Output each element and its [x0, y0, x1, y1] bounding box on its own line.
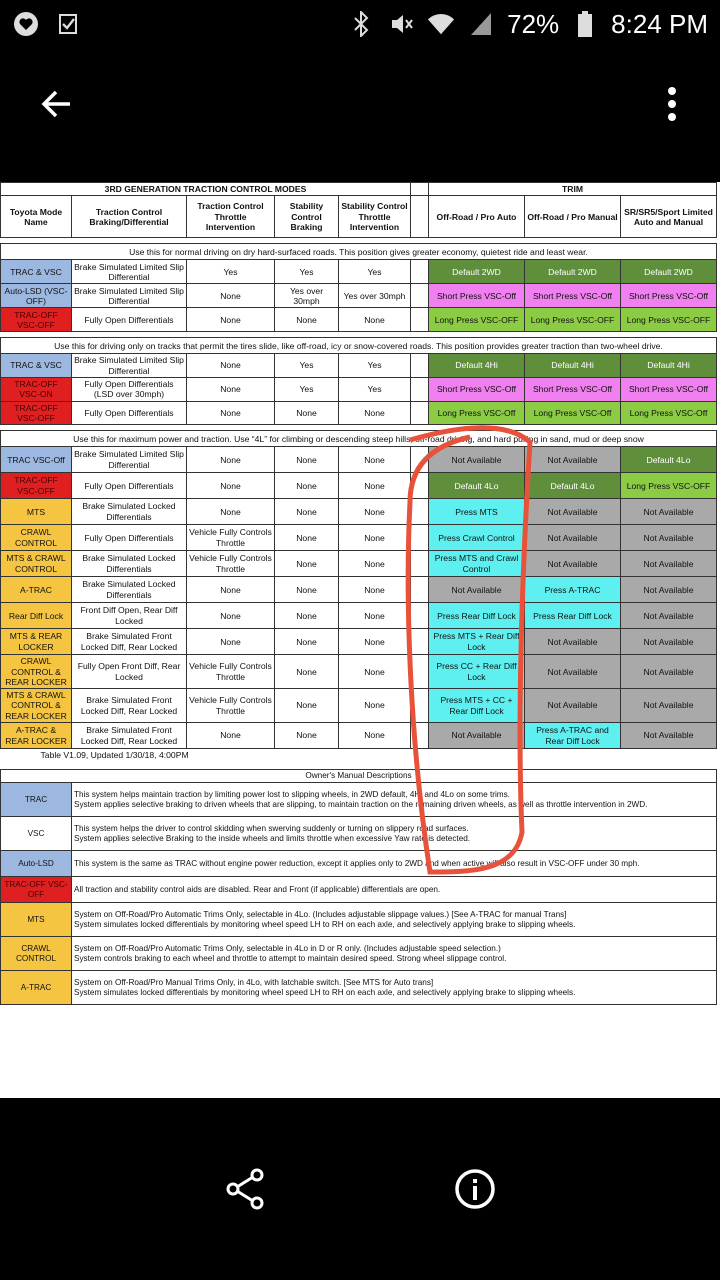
spacer-cell	[411, 577, 429, 603]
table-row	[1, 401, 717, 425]
owners-row	[1, 971, 717, 1005]
spacer-cell	[411, 499, 429, 525]
table-cell: None	[275, 655, 339, 689]
check-flag-icon	[54, 10, 82, 38]
table-cell: None	[275, 603, 339, 629]
table-cell: Press A-TRAC and Rear Diff Lock	[525, 723, 621, 749]
wifi-icon	[427, 10, 455, 38]
owners-desc-cell	[72, 783, 717, 817]
table-cell: Fully Open Differentials	[72, 473, 187, 499]
table-cell: Brake Simulated Front Locked Diff, Rear Locked	[72, 689, 187, 723]
table-cell: None	[339, 655, 411, 689]
table-cell: None	[339, 525, 411, 551]
table-row	[1, 260, 717, 284]
section-note-4lo: Use this for maximum power and traction. Use “4L” for climbing or descending steep hills, off-road driving, and hard pulling in sand, mud or deep snow	[1, 431, 717, 447]
spacer-cell	[411, 447, 429, 473]
mode-name-cell: CRAWL CONTROL	[1, 525, 72, 551]
table-cell: Not Available	[621, 689, 717, 723]
table-cell: Not Available	[525, 447, 621, 473]
table-row	[1, 577, 717, 603]
owners-desc-cell	[72, 877, 717, 903]
table-cell: None	[339, 551, 411, 577]
desc-line: This system helps maintain traction by limiting power lost to slipping wheels, in 2WD default, 4Hi and 4Lo on some trims.	[74, 789, 510, 799]
trim-header: TRIM	[429, 183, 717, 196]
table-cell: Default 4Lo	[525, 473, 621, 499]
owners-row	[1, 877, 717, 903]
col-header: SR/SR5/Sport Limited Auto and Manual	[621, 196, 717, 238]
table-row	[1, 551, 717, 577]
table-cell: None	[187, 284, 275, 308]
table-cell: Press Crawl Control	[429, 525, 525, 551]
table-cell: Not Available	[429, 577, 525, 603]
table-cell: Default 2WD	[621, 260, 717, 284]
mode-name-cell: Rear Diff Lock	[1, 603, 72, 629]
table-cell: Default 4Hi	[429, 354, 525, 378]
owners-desc-cell	[72, 851, 717, 877]
table-row	[1, 689, 717, 723]
share-icon	[223, 1167, 267, 1211]
section-note-4hi: Use this for driving only on tracks that permit the tires slide, like off-road, icy or snow-covered roads. This position provides greater traction than two-wheel drive.	[1, 338, 717, 354]
table-cell: Not Available	[525, 551, 621, 577]
table-cell: Default 2WD	[429, 260, 525, 284]
table-row	[1, 655, 717, 689]
table-cell: Press MTS + Rear Diff Lock	[429, 629, 525, 655]
table-cell: None	[339, 689, 411, 723]
table-cell: Press MTS	[429, 499, 525, 525]
table-cell: Press MTS and Crawl Control	[429, 551, 525, 577]
table-cell: Not Available	[525, 689, 621, 723]
owners-term-cell: VSC	[1, 817, 72, 851]
status-bar	[0, 0, 720, 48]
table-cell: Long Press VSC-Off	[621, 401, 717, 425]
table-row	[1, 377, 717, 401]
heart-app-icon	[12, 10, 40, 38]
table-cell: Brake Simulated Limited Slip Differential	[72, 284, 187, 308]
table-cell: Short Press VSC-Off	[525, 284, 621, 308]
owners-term-cell: CRAWL CONTROL	[1, 937, 72, 971]
table-cell: Default 4Lo	[621, 447, 717, 473]
table-cell: Not Available	[621, 551, 717, 577]
app-bar	[0, 48, 720, 160]
share-button[interactable]	[215, 1159, 275, 1219]
table-cell: None	[275, 499, 339, 525]
desc-line: This system is the same as TRAC without engine power reduction, except it applies only to 2WD and when active will also result in VSC-OFF under 30 mph.	[74, 858, 640, 868]
desc-line: System simulates locked differentials by monitoring wheel speed LH to RH on each axle, and selectively applying brake to slipping wheels.	[74, 919, 576, 929]
table-cell: Not Available	[621, 655, 717, 689]
table-cell: Yes	[275, 354, 339, 378]
spacer-cell	[411, 354, 429, 378]
table-cell: Not Available	[621, 577, 717, 603]
mode-name-cell: MTS	[1, 499, 72, 525]
owners-row	[1, 851, 717, 877]
table-cell: None	[275, 525, 339, 551]
table-cell: None	[339, 629, 411, 655]
mode-name-cell: MTS & REAR LOCKER	[1, 629, 72, 655]
owners-term-cell: TRAC	[1, 783, 72, 817]
col-header: Off-Road / Pro Manual	[525, 196, 621, 238]
owners-term-cell: MTS	[1, 903, 72, 937]
table-cell: Press Rear Diff Lock	[429, 603, 525, 629]
table-cell: Long Press VSC-Off	[525, 401, 621, 425]
table-row	[1, 499, 717, 525]
table-cell: Press A-TRAC	[525, 577, 621, 603]
table-row	[1, 723, 717, 749]
table-cell: Brake Simulated Front Locked Diff, Rear Locked	[72, 723, 187, 749]
table-row	[1, 525, 717, 551]
spacer-cell	[411, 525, 429, 551]
table-cell: Long Press VSC-OFF	[621, 473, 717, 499]
table-cell: None	[187, 603, 275, 629]
table-cell: None	[275, 473, 339, 499]
mode-name-cell: CRAWL CONTROL & REAR LOCKER	[1, 655, 72, 689]
table-cell: None	[275, 401, 339, 425]
table-cell: Short Press VSC-Off	[525, 377, 621, 401]
desc-line: System applies selective braking to driven wheels that are slipping, to maintain traction on the remaining driven wheels, as well as throttle intervention in 2WD.	[74, 799, 648, 809]
table-cell: Vehicle Fully Controls Throttle	[187, 525, 275, 551]
table-cell: None	[339, 603, 411, 629]
arrow-left-icon	[38, 86, 74, 122]
clock: 8:24 PM	[611, 8, 708, 39]
table-cell: None	[339, 473, 411, 499]
table-cell: Short Press VSC-Off	[429, 284, 525, 308]
mode-name-cell: A-TRAC	[1, 577, 72, 603]
desc-line: System on Off-Road/Pro Manual Trims Only, in 4Lo, with latchable switch. [See MTS for Auto trans]	[74, 977, 434, 987]
table-cell: Yes	[275, 260, 339, 284]
table-cell: Default 4Lo	[429, 473, 525, 499]
col-header: Toyota Mode Name	[1, 196, 72, 238]
table-cell: Brake Simulated Locked Differentials	[72, 499, 187, 525]
table-cell: Yes	[339, 354, 411, 378]
table-cell: None	[339, 723, 411, 749]
mode-name-cell: Auto-LSD (VSC-OFF)	[1, 284, 72, 308]
table-cell: None	[187, 447, 275, 473]
table-cell: None	[339, 401, 411, 425]
table-cell: Fully Open Differentials	[72, 525, 187, 551]
table-cell: None	[187, 401, 275, 425]
desc-line: All traction and stability control aids are disabled. Rear and Front (if applicable) differentials are open.	[74, 884, 441, 894]
mode-name-cell: MTS & CRAWL CONTROL & REAR LOCKER	[1, 689, 72, 723]
table-cell: Not Available	[621, 723, 717, 749]
table-cell: None	[339, 308, 411, 332]
table-cell: Brake Simulated Locked Differentials	[72, 577, 187, 603]
table-cell: None	[187, 499, 275, 525]
table-row	[1, 354, 717, 378]
mode-name-cell: TRAC-OFF VSC-OFF	[1, 401, 72, 425]
table-cell: Not Available	[621, 603, 717, 629]
document-image[interactable]	[0, 182, 720, 1098]
mode-name-cell: MTS & CRAWL CONTROL	[1, 551, 72, 577]
owners-manual-table	[0, 769, 717, 1005]
table-cell: None	[275, 689, 339, 723]
table-cell: Long Press VSC-Off	[429, 401, 525, 425]
table-cell: Yes	[339, 260, 411, 284]
table-cell: Not Available	[621, 499, 717, 525]
table-row	[1, 629, 717, 655]
col-header: Stability Control Throttle Intervention	[339, 196, 411, 238]
bluetooth-icon	[347, 10, 375, 38]
table-cell: Vehicle Fully Controls Throttle	[187, 689, 275, 723]
table-cell: Brake Simulated Limited Slip Differential	[72, 260, 187, 284]
table-cell: Not Available	[525, 655, 621, 689]
table-cell: Fully Open Differentials	[72, 401, 187, 425]
owners-row	[1, 937, 717, 971]
spacer-cell	[411, 260, 429, 284]
table-cell: None	[187, 308, 275, 332]
battery-icon	[571, 10, 599, 38]
bottom-bar	[0, 1098, 720, 1280]
signal-icon	[467, 10, 495, 38]
table-cell: Fully Open Differentials	[72, 308, 187, 332]
table-cell: Vehicle Fully Controls Throttle	[187, 655, 275, 689]
table-row	[1, 284, 717, 308]
desc-line: System simulates locked differentials by monitoring wheel speed LH to RH on each axle, and selectively applying brake to slipping wheels.	[74, 987, 576, 997]
more-options-button[interactable]	[652, 76, 692, 132]
col-header: Stability Control Braking	[275, 196, 339, 238]
spacer-cell	[411, 377, 429, 401]
table-cell: Not Available	[525, 499, 621, 525]
table-cell: None	[275, 308, 339, 332]
battery-percent: 72%	[507, 8, 560, 39]
table-cell: Front Diff Open, Rear Diff Locked	[72, 603, 187, 629]
desc-line: System on Off-Road/Pro Automatic Trims Only, selectable in 4Lo in D or R only. (Includes adjustable speed selection.)	[74, 943, 501, 953]
col-header: Traction Control Throttle Intervention	[187, 196, 275, 238]
table-cell: Press Rear Diff Lock	[525, 603, 621, 629]
back-button[interactable]	[28, 76, 84, 132]
table-cell: Brake Simulated Locked Differentials	[72, 551, 187, 577]
table-cell: None	[275, 577, 339, 603]
spacer-cell	[411, 308, 429, 332]
mode-name-cell: TRAC VSC-Off	[1, 447, 72, 473]
owners-desc-cell	[72, 903, 717, 937]
table-cell: Long Press VSC-OFF	[621, 308, 717, 332]
spacer-cell	[411, 551, 429, 577]
spacer-cell	[411, 401, 429, 425]
table-title: 3RD GENERATION TRACTION CONTROL MODES	[1, 183, 411, 196]
col-header: Off-Road / Pro Auto	[429, 196, 525, 238]
table-cell: Press CC + Rear Diff Lock	[429, 655, 525, 689]
mode-name-cell: TRAC & VSC	[1, 354, 72, 378]
table-cell: None	[339, 447, 411, 473]
table-row	[1, 447, 717, 473]
table-cell: None	[187, 377, 275, 401]
mode-name-cell: A-TRAC & REAR LOCKER	[1, 723, 72, 749]
spacer-cell	[411, 689, 429, 723]
more-vert-icon	[667, 86, 677, 122]
table-cell: None	[187, 577, 275, 603]
table-cell: Brake Simulated Front Locked Diff, Rear Locked	[72, 629, 187, 655]
table-row	[1, 308, 717, 332]
spacer-cell	[411, 723, 429, 749]
desc-line: System on Off-Road/Pro Automatic Trims Only, selectable in 4Lo. (Includes adjustable slippage values.) [See A-TRAC for manual Trans]	[74, 909, 567, 919]
table-cell: Long Press VSC-OFF	[429, 308, 525, 332]
info-icon	[453, 1167, 497, 1211]
table-cell: None	[275, 551, 339, 577]
table-cell: Vehicle Fully Controls Throttle	[187, 551, 275, 577]
spacer-cell	[411, 284, 429, 308]
table-cell: Default 4Hi	[621, 354, 717, 378]
spacer-cell	[411, 473, 429, 499]
spacer-cell	[411, 655, 429, 689]
mode-name-cell: TRAC-OFF VSC-OFF	[1, 308, 72, 332]
table-cell: Fully Open Front Diff, Rear Locked	[72, 655, 187, 689]
table-cell: Not Available	[621, 525, 717, 551]
desc-line: System controls braking to each wheel and throttle to attempt to maintain desired speed. Strong wheel slippage control.	[74, 953, 507, 963]
table-cell: Not Available	[525, 629, 621, 655]
table-cell: None	[275, 629, 339, 655]
table-cell: Yes	[187, 260, 275, 284]
table-cell: None	[187, 723, 275, 749]
owners-term-cell: Auto-LSD	[1, 851, 72, 877]
owners-desc-cell	[72, 937, 717, 971]
table-cell: Yes over 30mph	[275, 284, 339, 308]
owners-title: Owner's Manual Descriptions	[1, 770, 717, 783]
table-cell: None	[339, 577, 411, 603]
table-cell: Yes	[275, 377, 339, 401]
table-cell: None	[187, 629, 275, 655]
table-cell: Short Press VSC-Off	[621, 284, 717, 308]
owners-desc-cell	[72, 971, 717, 1005]
table-row	[1, 603, 717, 629]
owners-term-cell: TRAC-OFF VSC-OFF	[1, 877, 72, 903]
mute-icon	[387, 10, 415, 38]
table-cell: None	[275, 723, 339, 749]
table-cell: Yes	[339, 377, 411, 401]
table-cell: Brake Simulated Limited Slip Differential	[72, 447, 187, 473]
desc-line: This system helps the driver to control skidding when swerving suddenly or turning on slippery road surfaces.	[74, 823, 469, 833]
table-cell: None	[187, 473, 275, 499]
table-cell: Not Available	[429, 447, 525, 473]
col-header: Traction Control Braking/Differential	[72, 196, 187, 238]
mode-name-cell: TRAC & VSC	[1, 260, 72, 284]
section-note-2wd: Use this for normal driving on dry hard-surfaced roads. This position gives greater economy, quietest ride and least wear.	[1, 244, 717, 260]
traction-table	[0, 182, 717, 761]
table-cell: Press MTS + CC + Rear Diff Lock	[429, 689, 525, 723]
table-cell: Yes over 30mph	[339, 284, 411, 308]
info-button[interactable]	[445, 1159, 505, 1219]
table-cell: Brake Simulated Limited Slip Differential	[72, 354, 187, 378]
owners-desc-cell	[72, 817, 717, 851]
owners-row	[1, 783, 717, 817]
table-cell: Short Press VSC-Off	[429, 377, 525, 401]
table-cell: Not Available	[621, 629, 717, 655]
table-row	[1, 473, 717, 499]
table-cell: Default 2WD	[525, 260, 621, 284]
owners-row	[1, 903, 717, 937]
owners-term-cell: A-TRAC	[1, 971, 72, 1005]
table-cell: Not Available	[525, 525, 621, 551]
spacer-cell	[411, 629, 429, 655]
desc-line: System applies selective Braking to the inside wheels and limits throttle when excessive Yaw rate is detected.	[74, 833, 471, 843]
mode-name-cell: TRAC-OFF VSC-OFF	[1, 473, 72, 499]
table-cell: Long Press VSC-OFF	[525, 308, 621, 332]
table-cell: None	[187, 354, 275, 378]
spacer-cell	[411, 603, 429, 629]
table-cell: Not Available	[429, 723, 525, 749]
table-cell: Short Press VSC-Off	[621, 377, 717, 401]
owners-row	[1, 817, 717, 851]
table-cell: None	[275, 447, 339, 473]
table-cell: Fully Open Differentials (LSD over 30mph)	[72, 377, 187, 401]
mode-name-cell: TRAC-OFF VSC-ON	[1, 377, 72, 401]
table-cell: None	[339, 499, 411, 525]
table-cell: Default 4Hi	[525, 354, 621, 378]
version-note: Table V1.09, Updated 1/30/18, 4:00PM	[40, 750, 189, 761]
